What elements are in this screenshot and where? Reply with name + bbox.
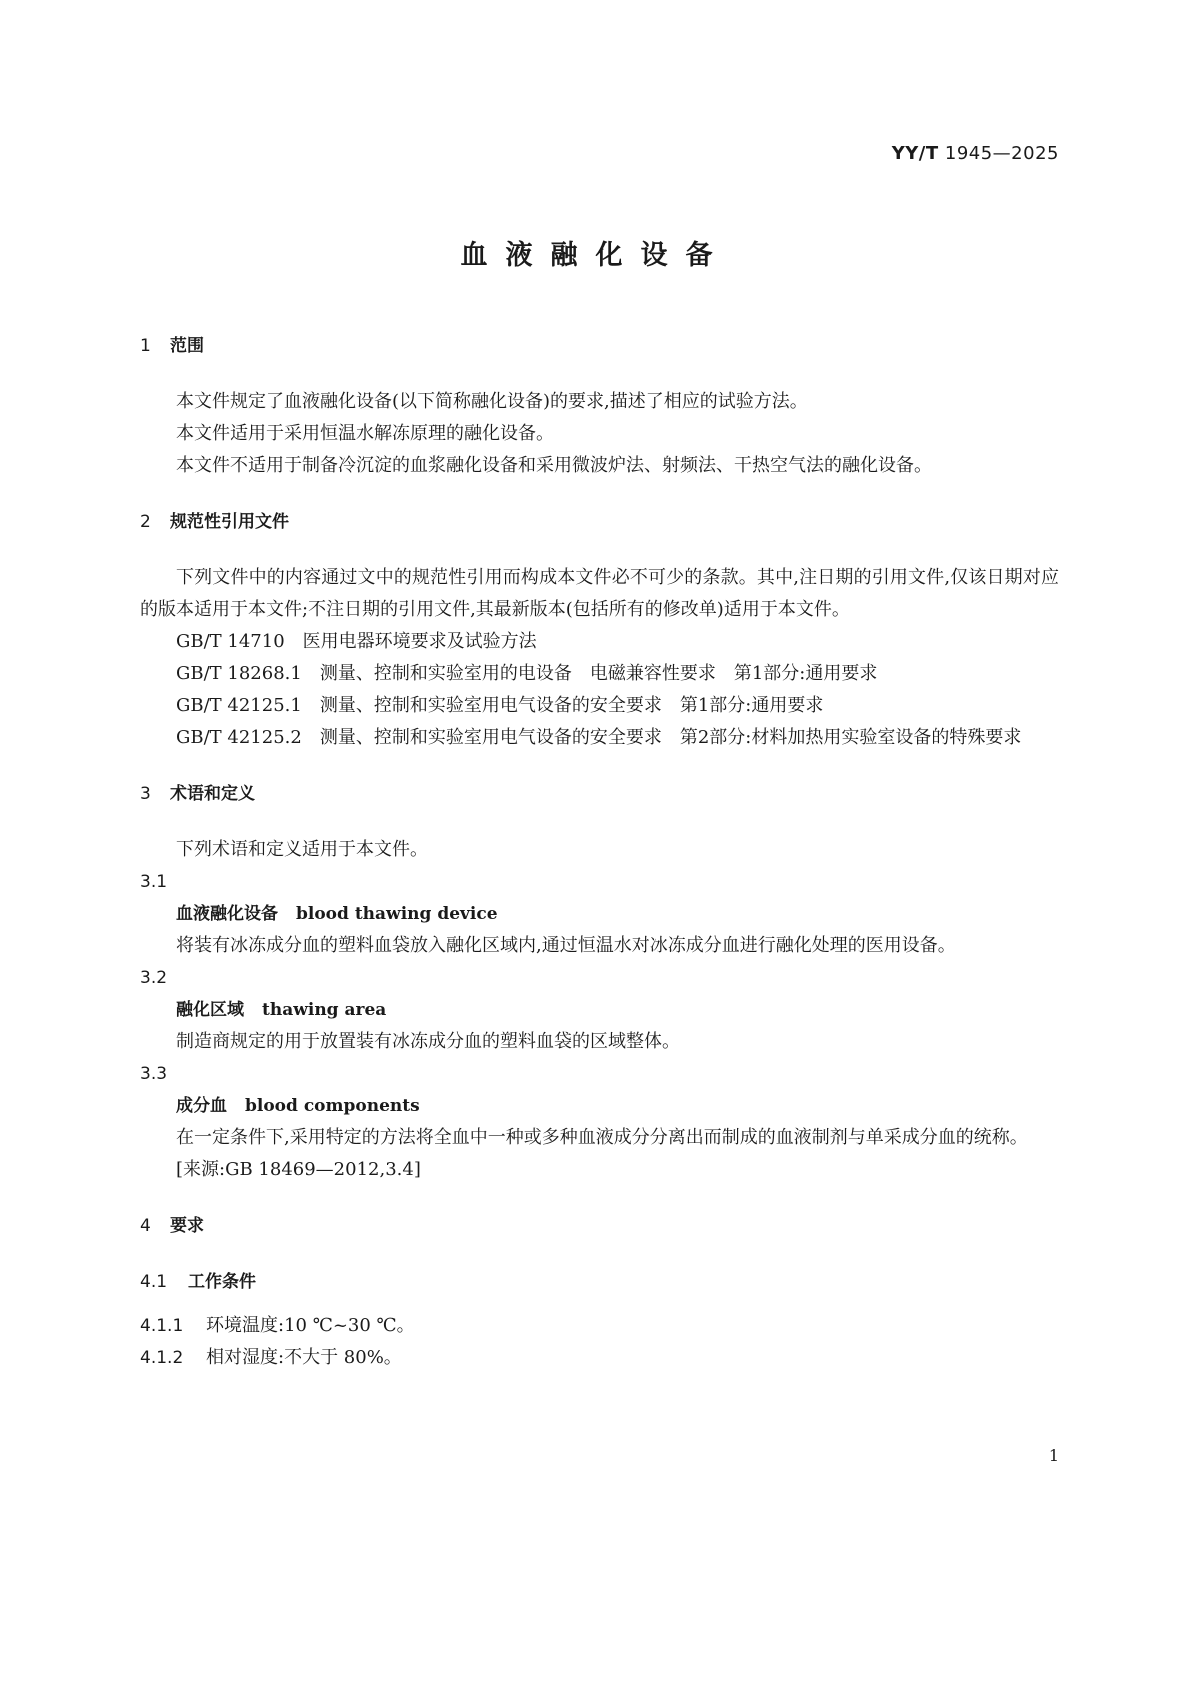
standard-number: 1945—2025 [944, 143, 1059, 164]
term-source: [来源:GB 18469—2012,3.4] [176, 1159, 421, 1180]
term-definition: 将装有冰冻成分血的塑料血袋放入融化区域内,通过恒温水对冰冻成分血进行融化处理的医用设备。 [176, 935, 956, 956]
document-body [140, 330, 1059, 1374]
term-title: 融化区域 thawing area [176, 1000, 387, 1020]
section-2-heading: 2 规范性引用文件 [140, 512, 289, 532]
term-definition: 在一定条件下,采用特定的方法将全血中一种或多种血液成分分离出而制成的血液制剂与单采成分血的统称。 [176, 1127, 1028, 1148]
term-title: 成分血 blood components [176, 1096, 420, 1116]
clause-item: 4.1.1 环境温度:10 ℃~30 ℃。 [140, 1315, 415, 1336]
section-1-heading: 1 范围 [140, 336, 204, 356]
reference-item: GB/T 14710 医用电器环境要求及试验方法 [176, 631, 537, 652]
reference-item: GB/T 42125.2 测量、控制和实验室用电气设备的安全要求 第2部分:材料加热用实验室设备的特殊要求 [176, 727, 1022, 748]
paragraph: 下列文件中的内容通过文中的规范性引用而构成本文件必不可少的条款。其中,注日期的引用文件,仅该日期对应的版本适用于本文件;不注日期的引用文件,其最新版本(包括所有的修改单)适用于本文件。 [140, 567, 1059, 620]
standard-prefix: YY/T [891, 143, 939, 164]
reference-item: GB/T 18268.1 测量、控制和实验室用的电设备 电磁兼容性要求 第1部分:通用要求 [176, 663, 878, 684]
term-number: 3.2 [140, 968, 168, 988]
standard-code [892, 138, 1059, 170]
page-number: 1 [1048, 1446, 1059, 1465]
term-number: 3.1 [140, 872, 168, 892]
term-number: 3.3 [140, 1064, 168, 1084]
section-4-heading: 4 要求 [140, 1216, 204, 1236]
paragraph: 本文件适用于采用恒温水解冻原理的融化设备。 [176, 423, 554, 444]
term-title: 血液融化设备 blood thawing device [176, 904, 498, 924]
reference-item: GB/T 42125.1 测量、控制和实验室用电气设备的安全要求 第1部分:通用要求 [176, 695, 824, 716]
section-3-heading: 3 术语和定义 [140, 784, 255, 804]
paragraph: 下列术语和定义适用于本文件。 [176, 839, 428, 860]
term-definition: 制造商规定的用于放置装有冰冻成分血的塑料血袋的区域整体。 [176, 1031, 680, 1052]
document-title: 血液融化设备 [460, 240, 731, 271]
paragraph: 本文件规定了血液融化设备(以下简称融化设备)的要求,描述了相应的试验方法。 [176, 391, 808, 412]
paragraph: 本文件不适用于制备冷沉淀的血浆融化设备和采用微波炉法、射频法、干热空气法的融化设备。 [176, 455, 932, 476]
clause-item: 4.1.2 相对湿度:不大于 80%。 [140, 1347, 402, 1368]
subsection-4-1-heading: 4.1 工作条件 [140, 1272, 256, 1292]
